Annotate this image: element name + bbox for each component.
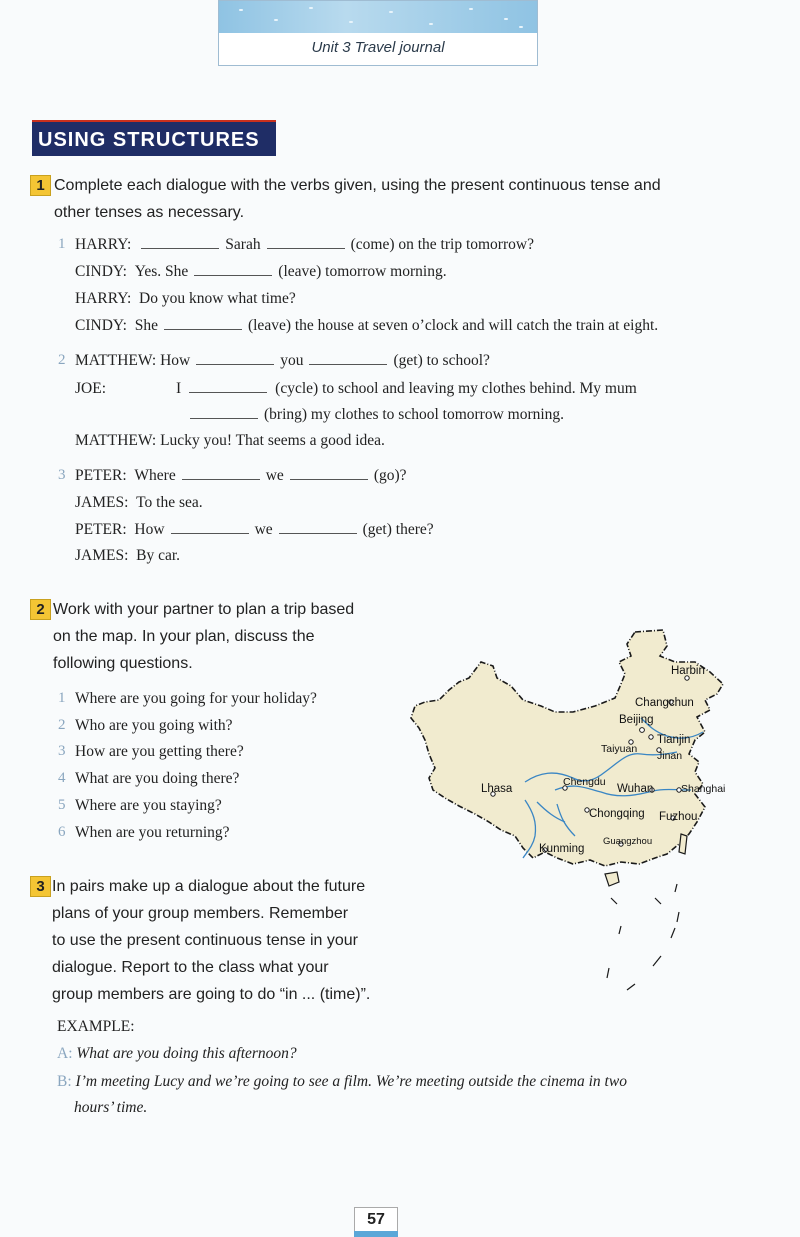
dialogue-line: HARRY: Do you know what time?	[75, 290, 296, 307]
city-label-harbin: Harbin	[671, 665, 705, 677]
question-number: 2	[58, 717, 66, 733]
question-number: 6	[58, 824, 66, 840]
unit-title: Unit 3 Travel journal	[311, 39, 445, 56]
question-number: 4	[58, 770, 66, 786]
dialogue-line: PETER: Where we (go)?	[75, 467, 407, 484]
page-number: 57	[354, 1207, 398, 1233]
example-label: EXAMPLE:	[57, 1018, 135, 1035]
hainan-island	[605, 872, 619, 886]
dialogue-line: HARRY: Sarah (come) on the trip tomorrow?	[75, 236, 534, 253]
question-text: When are you returning?	[75, 824, 230, 841]
dialogue-line: CINDY: Yes. She (leave) tomorrow morning.	[75, 263, 447, 280]
exercise-instruction: Work with your partner to plan a trip based on the map. In your plan, discuss the following questions.	[53, 601, 355, 672]
dialogue-line: I (cycle) to school and leaving my clothes behind. My mum	[176, 380, 637, 397]
city-label-chengdu: Chengdu	[563, 776, 606, 788]
example-line-a: A: What are you doing this afternoon?	[57, 1045, 297, 1062]
city-label-taiyuan: Taiyuan	[601, 743, 638, 755]
question-number: 1	[58, 690, 66, 706]
south-sea-islands	[607, 884, 679, 990]
dialogue-number: 2	[58, 352, 66, 368]
city-label-beijing: Beijing	[619, 714, 654, 726]
city-label-fuzhou: Fuzhou	[659, 811, 698, 823]
city-label-changchun: Changchun	[635, 697, 694, 709]
city-label-shanghai: Shanghai	[681, 783, 726, 795]
city-label-chongqing: Chongqing	[589, 808, 645, 820]
page-number-bar	[354, 1231, 398, 1237]
city-label-guangzhou: Guangzhou	[603, 836, 653, 847]
example-line-b-cont: hours’ time.	[74, 1099, 148, 1116]
exercise-number: 1	[30, 175, 51, 196]
question-text: How are you getting there?	[75, 743, 244, 760]
exercise-instruction: In pairs make up a dialogue about the future plans of your group members. Remember to use the present continuous tense in your dialogue. Report to the class what your group members are going to do “in ... (time)”.	[52, 878, 371, 1003]
city-label-tianjin: Tianjin	[657, 734, 691, 746]
question-text: What are you doing there?	[75, 770, 240, 787]
dialogue-line: MATTHEW: Lucky you! That seems a good idea.	[75, 432, 385, 449]
question-number: 5	[58, 797, 66, 813]
dialogue-line: CINDY: She (leave) the house at seven o’clock and will catch the train at eight.	[75, 317, 659, 334]
dialogue-line: MATTHEW: How you (get) to school?	[75, 352, 490, 369]
city-label-jinan: Jinan	[657, 750, 683, 762]
example-line-b: B: I’m meeting Lucy and we’re going to see a film. We’re meeting outside the cinema in two	[57, 1073, 627, 1090]
city-label-lhasa: Lhasa	[481, 783, 513, 795]
question-text: Who are you going with?	[75, 717, 233, 734]
dialogue-number: 3	[58, 467, 66, 483]
china-map	[405, 622, 735, 1002]
header-decoration	[219, 1, 537, 33]
exercise-instruction: Complete each dialogue with the verbs given, using the present continuous tense and other tenses as necessary.	[54, 177, 661, 221]
dialogue-line: JAMES: To the sea.	[75, 494, 203, 511]
question-text: Where are you staying?	[75, 797, 222, 814]
exercise-number: 2	[30, 599, 51, 620]
taiwan-island	[679, 834, 687, 854]
section-title: USING STRUCTURES	[32, 120, 276, 156]
city-label-wuhan: Wuhan	[617, 783, 654, 795]
dialogue-number: 1	[58, 236, 66, 252]
exercise-number: 3	[30, 876, 51, 897]
dialogue-line: PETER: How we (get) there?	[75, 521, 434, 538]
question-number: 3	[58, 743, 66, 759]
dialogue-line: JOE:	[75, 380, 106, 397]
unit-header	[218, 0, 538, 66]
dialogue-line: JAMES: By car.	[75, 547, 181, 564]
dialogue-line: (bring) my clothes to school tomorrow morning.	[190, 406, 564, 424]
city-label-kunming: Kunming	[539, 843, 585, 855]
question-text: Where are you going for your holiday?	[75, 690, 317, 707]
